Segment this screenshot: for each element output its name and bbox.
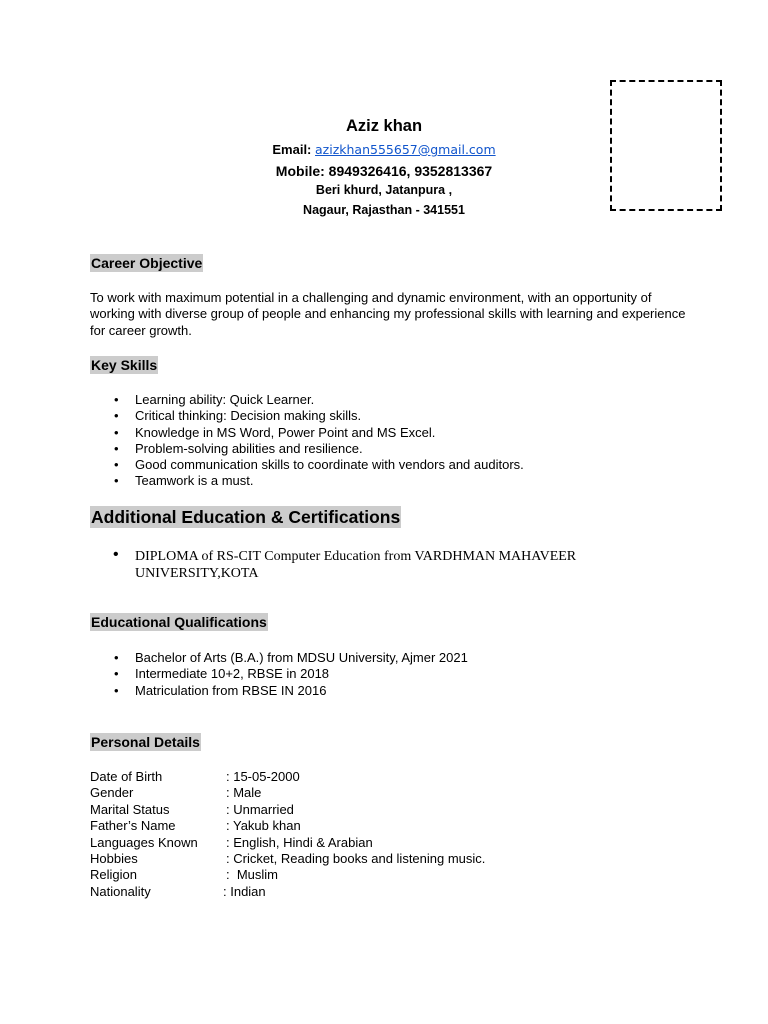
additional-education-heading: Additional Education & Certifications	[91, 507, 401, 527]
detail-row-dob	[90, 769, 485, 785]
detail-value: : Unmarried	[226, 801, 294, 817]
detail-label: Marital Status	[90, 801, 170, 817]
candidate-name: Aziz khan	[345, 117, 423, 135]
email-line	[0, 142, 768, 157]
detail-label: Father’s Name	[90, 818, 176, 834]
detail-label: Hobbies	[90, 851, 138, 867]
detail-label: Date of Birth	[90, 769, 163, 784]
detail-row-religion	[90, 867, 485, 883]
detail-row-languages	[90, 835, 485, 851]
detail-value: : Yakub khan	[226, 818, 301, 834]
educational-qualifications-list	[90, 650, 468, 699]
detail-value: : Indian	[223, 883, 266, 899]
detail-label: Nationality	[90, 883, 151, 899]
email-label: Email:	[272, 142, 312, 157]
additional-education-list	[90, 548, 605, 582]
detail-row-marital-status	[90, 802, 485, 818]
mobile-numbers: Mobile: 8949326416, 9352813367	[275, 163, 493, 179]
detail-row-nationality	[90, 884, 485, 900]
detail-label: Religion	[90, 867, 137, 883]
detail-label: Gender	[90, 785, 134, 801]
list-item: • DIPLOMA of RS-CIT Computer Education from VARDHMAN MAHAVEER UNIVERSITY,KOTA	[90, 548, 605, 582]
list-item: • Problem-solving abilities and resilience.	[90, 441, 524, 457]
key-skills-list	[90, 392, 524, 490]
detail-label: Languages Known	[90, 834, 198, 850]
key-skills-heading: Key Skills	[91, 357, 158, 373]
email-link[interactable]: azizkhan555657@gmail.com	[315, 142, 496, 157]
detail-value: : Muslim	[226, 867, 278, 883]
detail-value: : Cricket, Reading books and listening music.	[226, 851, 486, 867]
list-item: • Teamwork is a must.	[90, 473, 524, 489]
detail-value: : 15-05-2000	[226, 769, 300, 784]
list-item: • Matriculation from RBSE IN 2016	[90, 683, 468, 699]
career-objective-heading: Career Objective	[91, 255, 203, 271]
detail-value: : English, Hindi & Arabian	[226, 834, 373, 850]
detail-row-hobbies	[90, 851, 485, 867]
career-objective-text: To work with maximum potential in a challenging and dynamic environment, with an opportunity of working with diverse group of people and enhancing my professional skills with learning and experience for career growth.	[90, 290, 686, 338]
detail-row-gender	[90, 785, 485, 801]
address-line-1: Beri khurd, Jatanpura ,	[315, 183, 453, 197]
list-item: • Knowledge in MS Word, Power Point and MS Excel.	[90, 425, 524, 441]
detail-row-fathers-name	[90, 818, 485, 834]
personal-details-table	[90, 769, 485, 900]
educational-qualifications-heading: Educational Qualifications	[91, 614, 267, 630]
list-item: • Good communication skills to coordinate with vendors and auditors.	[90, 457, 524, 473]
list-item: • Learning ability: Quick Learner.	[90, 392, 524, 408]
personal-details-heading: Personal Details	[91, 734, 200, 750]
list-item: • Critical thinking: Decision making skills.	[90, 408, 524, 424]
address-line-2: Nagaur, Rajasthan - 341551	[303, 203, 465, 217]
list-item: • Intermediate 10+2, RBSE in 2018	[90, 666, 468, 682]
detail-value: : Male	[226, 785, 262, 801]
list-item: • Bachelor of Arts (B.A.) from MDSU University, Ajmer 2021	[90, 650, 468, 666]
